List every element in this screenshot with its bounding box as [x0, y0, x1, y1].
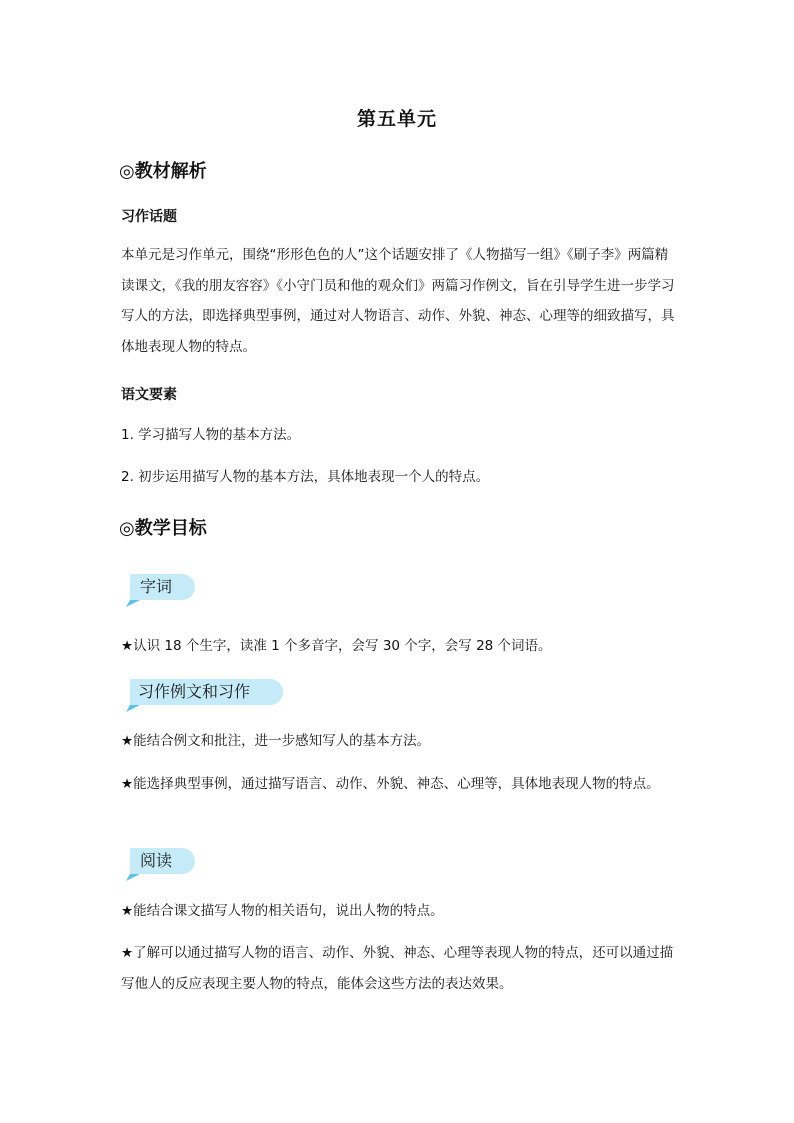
- topic-paragraph: 本单元是习作单元，围绕“形形色色的人”这个话题安排了《人物描写一组》《刷子李》两篇精读课文，《我的朋友容容》《小守门员和他的观众们》两篇习作例文，旨在引导学生进一步学习写人的方法，即选择典型事例，通过对人物语言、动作、外貌、神态、心理等的细致描写，具体地表现人物的特点。: [121, 247, 675, 355]
- page-title: 第五单元: [356, 108, 437, 130]
- reading-tag: [126, 848, 196, 874]
- writing-item-1: ★能结合例文和批注，进一步感知写人的基本方法。: [121, 733, 431, 749]
- reading-item-1: ★能结合课文描写人物的相关语句，说出人物的特点。: [121, 903, 444, 919]
- vocab-item-1: ★认识 18 个生字，读准 1 个多音字，会写 30 个字，会写 28 个词语。: [121, 638, 552, 654]
- section-heading-analysis: ◎教材解析: [119, 161, 207, 182]
- element-item-2: 2. 初步运用描写人物的基本方法，具体地表现一个人的特点。: [121, 469, 490, 485]
- reading-item-2: ★了解可以通过描写人物的语言、动作、外貌、神态、心理等表现人物的特点，还可以通过描写他人的反应表现主要人物的特点，能体会这些方法的表达效果。: [121, 945, 674, 992]
- reading-tag-label: 阅读: [140, 851, 173, 870]
- writing-item-2: ★能选择典型事例，通过描写语言、动作、外貌、神态、心理等，具体地表现人物的特点。: [121, 776, 660, 792]
- section-heading-goals: ◎教学目标: [119, 518, 207, 539]
- vocab-tag-label: 字词: [140, 577, 173, 596]
- subheading-topic: 习作话题: [121, 209, 177, 225]
- element-item-1: 1. 学习描写人物的基本方法。: [121, 427, 301, 443]
- writing-tag-label: 习作例文和习作: [138, 682, 251, 701]
- writing-tag: [126, 679, 284, 705]
- subheading-elements: 语文要素: [121, 387, 177, 403]
- vocab-tag: [126, 574, 196, 600]
